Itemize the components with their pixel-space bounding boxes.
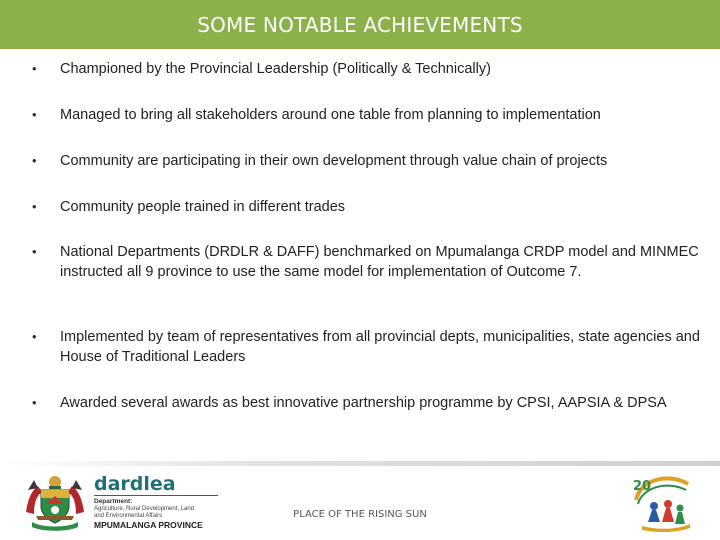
department-name-line2: and Environmental Affairs [94, 512, 163, 519]
anniversary-number: 20 [633, 479, 652, 494]
bullet-marker: • [32, 61, 37, 76]
list-item-text: Awarded several awards as best innovative partnership programme by CPSI, AAPSIA & DPSA [60, 395, 667, 411]
footer-divider [0, 461, 720, 466]
bullet-marker: • [32, 199, 37, 214]
bullet-marker: • [32, 107, 37, 122]
list-item-text: Managed to bring all stakeholders around one table from planning to implementation [60, 107, 601, 123]
bullet-marker: • [32, 329, 37, 344]
list-item-text: Championed by the Provincial Leadership (Politically & Technically) [60, 61, 491, 77]
department-name-line1: Agriculture, Rural Development, Land [94, 505, 195, 512]
province-name: MPUMALANGA PROVINCE [94, 519, 203, 530]
title-bar [0, 0, 720, 49]
brand-divider [94, 495, 218, 496]
brand-name: dardlea [94, 473, 176, 495]
list-item-text: National Departments (DRDLR & DAFF) benchmarked on Mpumalanga CRDP model and MINMEC instructed all 9 province to use the same model for implementation of Outcome 7. [60, 244, 699, 280]
tagline: PLACE OF THE RISING SUN [293, 509, 427, 520]
bullet-marker: • [32, 153, 37, 168]
list-item-text: Community people trained in different trades [60, 199, 346, 215]
bullet-marker: • [32, 395, 37, 410]
page-title: SOME NOTABLE ACHIEVEMENTS [197, 12, 523, 37]
department-brand [94, 474, 224, 531]
list-item-text: Community are participating in their own development through value chain of projects [60, 153, 608, 169]
20-years-freedom-logo-icon [628, 470, 698, 534]
bullet-marker: • [32, 244, 37, 259]
department-label: Department: [94, 498, 133, 505]
list-item-text: Implemented by team of representatives from all provincial depts, municipalities, state agencies and House of Traditional Leaders [60, 329, 700, 365]
coat-of-arms-icon [22, 472, 88, 532]
